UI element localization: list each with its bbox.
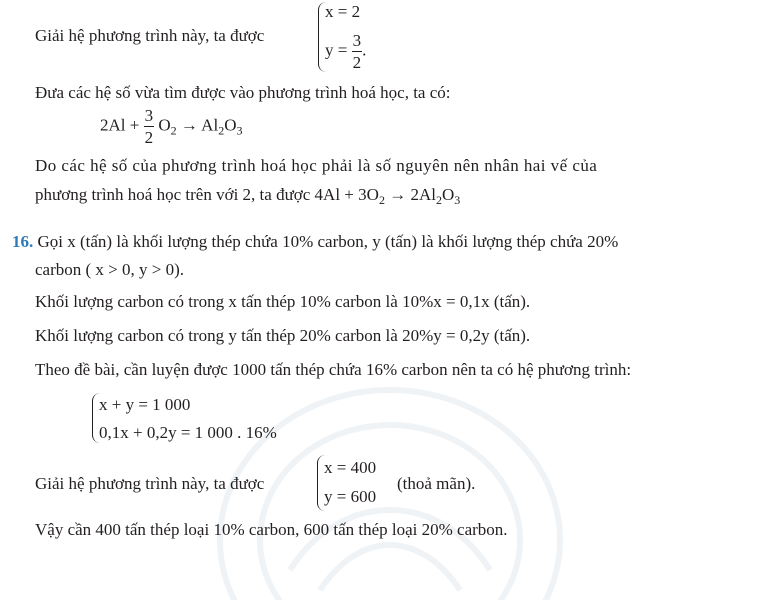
system1-y: y = $\frac{3}{2}$ . xyxy=(325,31,367,72)
result-note: (thoả mãn). xyxy=(397,474,476,493)
question-16-line2: carbon ( x > 0, y > 0). xyxy=(35,260,184,279)
result-y: y = 600 xyxy=(324,487,377,506)
carbon-in-y: Khối lượng carbon có trong y tấn thép 20% carbon là 20%y = 0,2y (tấn). xyxy=(35,326,531,345)
system2-eq1: x + y = 1 000 xyxy=(99,395,191,414)
conclusion: Vậy cần 400 tấn thép loại 10% carbon, 600 tấn thép loại 20% carbon. xyxy=(35,520,508,539)
system3-lead: Giải hệ phương trình này, ta được xyxy=(35,474,265,493)
paragraph-multiply-line2: phương trình hoá học trên với 2, ta được $4Al + 3O_2 \to 2Al_2O_3$ xyxy=(35,185,461,207)
carbon-in-x: Khối lượng carbon có trong x tấn thép 10% carbon là 10%x = 0,1x (tấn). xyxy=(35,292,531,311)
paragraph-multiply-line1: Do các hệ số của phương trình hoá học phải là số nguyên nên nhân hai vế của xyxy=(35,156,598,175)
system1-y-fraction: $\frac{3}{2}$ xyxy=(352,31,362,72)
question-number: 16. xyxy=(12,232,34,251)
paragraph-coefficients: Đưa các hệ số vừa tìm được vào phương trình hoá học, ta có: xyxy=(35,83,451,102)
system2-eq2: 0,1x + 0,2y = 1 000 . 16% xyxy=(99,423,277,442)
question-16-line1: 16. Gọi x (tấn) là khối lượng thép chứa 10% carbon, y (tấn) là khối lượng thép chứa 20% xyxy=(12,232,619,251)
equation-1: 2Al + $\frac{3}{2}$ $O_2 \to Al_2O_3$ xyxy=(100,106,243,147)
system1-x: x = 2 xyxy=(325,2,361,21)
problem-statement: Theo đề bài, cần luyện được 1000 tấn thép chứa 16% carbon nên ta có hệ phương trình: xyxy=(35,360,632,379)
result-x: x = 400 xyxy=(324,458,377,477)
system1-lead: Giải hệ phương trình này, ta được xyxy=(35,26,265,45)
